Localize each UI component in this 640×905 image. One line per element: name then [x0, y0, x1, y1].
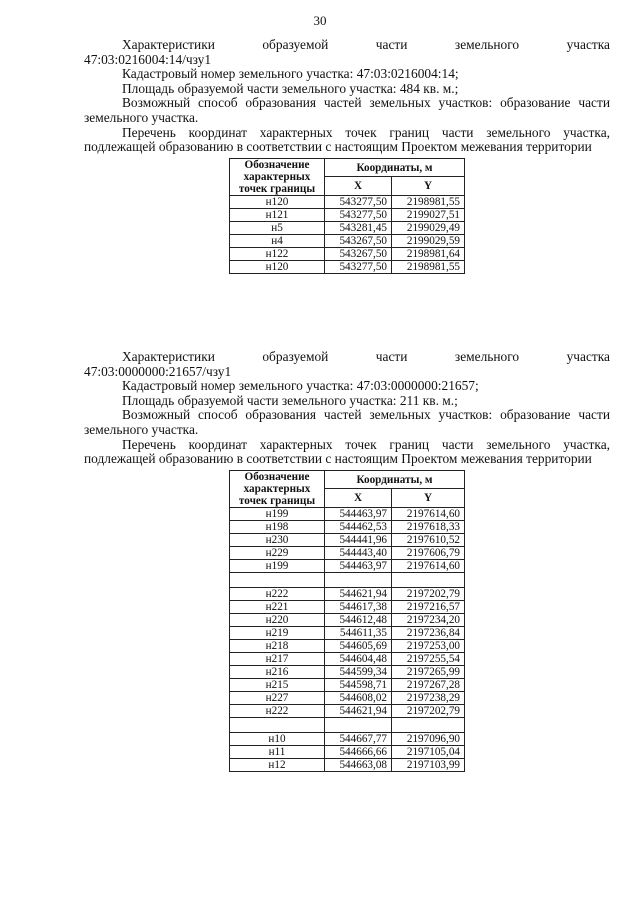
- y-coordinate: 2197606,79: [392, 546, 465, 559]
- x-coordinate: 544605,69: [325, 639, 392, 652]
- point-label: н12: [230, 758, 325, 771]
- x-coordinate: 544443,40: [325, 546, 392, 559]
- column-header-coords: Координаты, м: [325, 470, 465, 489]
- x-coordinate: 543267,50: [325, 247, 392, 260]
- point-label: н199: [230, 559, 325, 572]
- column-header-coords: Координаты, м: [325, 158, 465, 177]
- section-heading: Характеристики образуемой части земельного участка: [122, 37, 610, 52]
- x-coordinate: 544599,34: [325, 665, 392, 678]
- x-coordinate: 544611,35: [325, 626, 392, 639]
- column-header-x: X: [325, 177, 392, 196]
- y-coordinate: 2197614,60: [392, 507, 465, 520]
- coordinates-table: [229, 158, 465, 274]
- y-coordinate: 2197105,04: [392, 745, 465, 758]
- point-label: н229: [230, 546, 325, 559]
- x-coordinate: 544463,97: [325, 507, 392, 520]
- area: Площадь образуемой части земельного участка: 211 кв. м.;: [122, 392, 458, 408]
- column-header-x: X: [325, 489, 392, 508]
- point-label: н227: [230, 691, 325, 704]
- point-label: н215: [230, 678, 325, 691]
- table-row: [230, 520, 465, 533]
- point-label: [230, 717, 325, 732]
- point-label: н120: [230, 260, 325, 273]
- x-coordinate: 543277,50: [325, 260, 392, 273]
- point-label: н219: [230, 626, 325, 639]
- point-label: н198: [230, 520, 325, 533]
- y-coordinate: 2197614,60: [392, 559, 465, 572]
- point-label: н5: [230, 221, 325, 234]
- section-2: [84, 350, 610, 772]
- table-row: [230, 559, 465, 572]
- table-row: [230, 600, 465, 613]
- table-body: [230, 507, 465, 771]
- x-coordinate: [325, 572, 392, 587]
- y-coordinate: 2198981,55: [392, 195, 465, 208]
- x-coordinate: 544666,66: [325, 745, 392, 758]
- y-coordinate: 2199029,49: [392, 221, 465, 234]
- coordinates-table: [229, 470, 465, 772]
- point-label: н220: [230, 613, 325, 626]
- y-coordinate: 2197103,99: [392, 758, 465, 771]
- table-row: [230, 572, 465, 587]
- point-label: н217: [230, 652, 325, 665]
- y-coordinate: 2197265,99: [392, 665, 465, 678]
- table-row: [230, 758, 465, 771]
- y-coordinate: 2197610,52: [392, 533, 465, 546]
- formation-method: Возможный способ образования частей земельных участков: образование части земельного участка.: [84, 95, 610, 125]
- y-coordinate: 2199027,51: [392, 208, 465, 221]
- point-label: н218: [230, 639, 325, 652]
- y-coordinate: 2197618,33: [392, 520, 465, 533]
- table-row: [230, 665, 465, 678]
- column-header-label: Обозначение характерных точек границы: [230, 470, 325, 507]
- y-coordinate: 2197234,20: [392, 613, 465, 626]
- point-label: н122: [230, 247, 325, 260]
- table-row: [230, 587, 465, 600]
- table-row: [230, 704, 465, 717]
- table-row: [230, 247, 465, 260]
- coordinates-list-intro: Перечень координат характерных точек границ части земельного участка, подлежащей образованию в соответствии с настоящим Проектом межевания территории: [84, 124, 610, 155]
- table-body: [230, 195, 465, 273]
- table-row: [230, 546, 465, 559]
- table-row: [230, 195, 465, 208]
- page-number: 30: [313, 13, 327, 28]
- point-label: н11: [230, 745, 325, 758]
- section-heading: Характеристики образуемой части земельного участка: [122, 349, 610, 364]
- point-label: н121: [230, 208, 325, 221]
- x-coordinate: 544441,96: [325, 533, 392, 546]
- table-row: [230, 732, 465, 745]
- table-row: [230, 613, 465, 626]
- point-label: н10: [230, 732, 325, 745]
- x-coordinate: 544462,53: [325, 520, 392, 533]
- area: Площадь образуемой части земельного участка: 484 кв. м.;: [122, 80, 459, 96]
- y-coordinate: 2197236,84: [392, 626, 465, 639]
- point-label: н216: [230, 665, 325, 678]
- point-label: н222: [230, 587, 325, 600]
- y-coordinate: 2198981,55: [392, 260, 465, 273]
- x-coordinate: 543277,50: [325, 208, 392, 221]
- y-coordinate: 2197253,00: [392, 639, 465, 652]
- y-coordinate: 2199029,59: [392, 234, 465, 247]
- point-label: [230, 572, 325, 587]
- y-coordinate: 2197238,29: [392, 691, 465, 704]
- table-row: [230, 208, 465, 221]
- point-label: н199: [230, 507, 325, 520]
- y-coordinate: 2197267,28: [392, 678, 465, 691]
- y-coordinate: [392, 717, 465, 732]
- point-label: н4: [230, 234, 325, 247]
- x-coordinate: 544663,08: [325, 758, 392, 771]
- x-coordinate: 544608,02: [325, 691, 392, 704]
- point-label: н230: [230, 533, 325, 546]
- section-heading-tail: 47:03:0216004:14/чзу1: [84, 51, 212, 67]
- table-row: [230, 652, 465, 665]
- coordinates-list-intro: Перечень координат характерных точек границ части земельного участка, подлежащей образованию в соответствии с настоящим Проектом межевания территории: [84, 436, 610, 467]
- cadastral-number: Кадастровый номер земельного участка: 47:03:0216004:14;: [122, 66, 459, 82]
- section-1: [84, 38, 610, 274]
- point-label: н222: [230, 704, 325, 717]
- y-coordinate: 2197255,54: [392, 652, 465, 665]
- table-row: [230, 260, 465, 273]
- point-label: н221: [230, 600, 325, 613]
- column-header-y: Y: [392, 489, 465, 508]
- table-row: [230, 639, 465, 652]
- table-row: [230, 717, 465, 732]
- x-coordinate: 544463,97: [325, 559, 392, 572]
- x-coordinate: 544598,71: [325, 678, 392, 691]
- table-row: [230, 533, 465, 546]
- y-coordinate: 2197202,79: [392, 704, 465, 717]
- x-coordinate: 544667,77: [325, 732, 392, 745]
- x-coordinate: [325, 717, 392, 732]
- y-coordinate: 2197216,57: [392, 600, 465, 613]
- section-heading-tail: 47:03:0000000:21657/чзу1: [84, 363, 232, 379]
- table-row: [230, 691, 465, 704]
- y-coordinate: [392, 572, 465, 587]
- x-coordinate: 544604,48: [325, 652, 392, 665]
- table-row: [230, 626, 465, 639]
- y-coordinate: 2197202,79: [392, 587, 465, 600]
- x-coordinate: 543277,50: [325, 195, 392, 208]
- x-coordinate: 543281,45: [325, 221, 392, 234]
- point-label: н120: [230, 195, 325, 208]
- table-row: [230, 678, 465, 691]
- y-coordinate: 2197096,90: [392, 732, 465, 745]
- x-coordinate: 544621,94: [325, 704, 392, 717]
- x-coordinate: 544612,48: [325, 613, 392, 626]
- x-coordinate: 544621,94: [325, 587, 392, 600]
- column-header-label: Обозначение характерных точек границы: [230, 158, 325, 195]
- y-coordinate: 2198981,64: [392, 247, 465, 260]
- table-row: [230, 745, 465, 758]
- table-row: [230, 221, 465, 234]
- column-header-y: Y: [392, 177, 465, 196]
- x-coordinate: 544617,38: [325, 600, 392, 613]
- table-row: [230, 234, 465, 247]
- x-coordinate: 543267,50: [325, 234, 392, 247]
- formation-method: Возможный способ образования частей земельных участков: образование части земельного участка.: [84, 407, 610, 437]
- table-row: [230, 507, 465, 520]
- cadastral-number: Кадастровый номер земельного участка: 47:03:0000000:21657;: [122, 378, 479, 394]
